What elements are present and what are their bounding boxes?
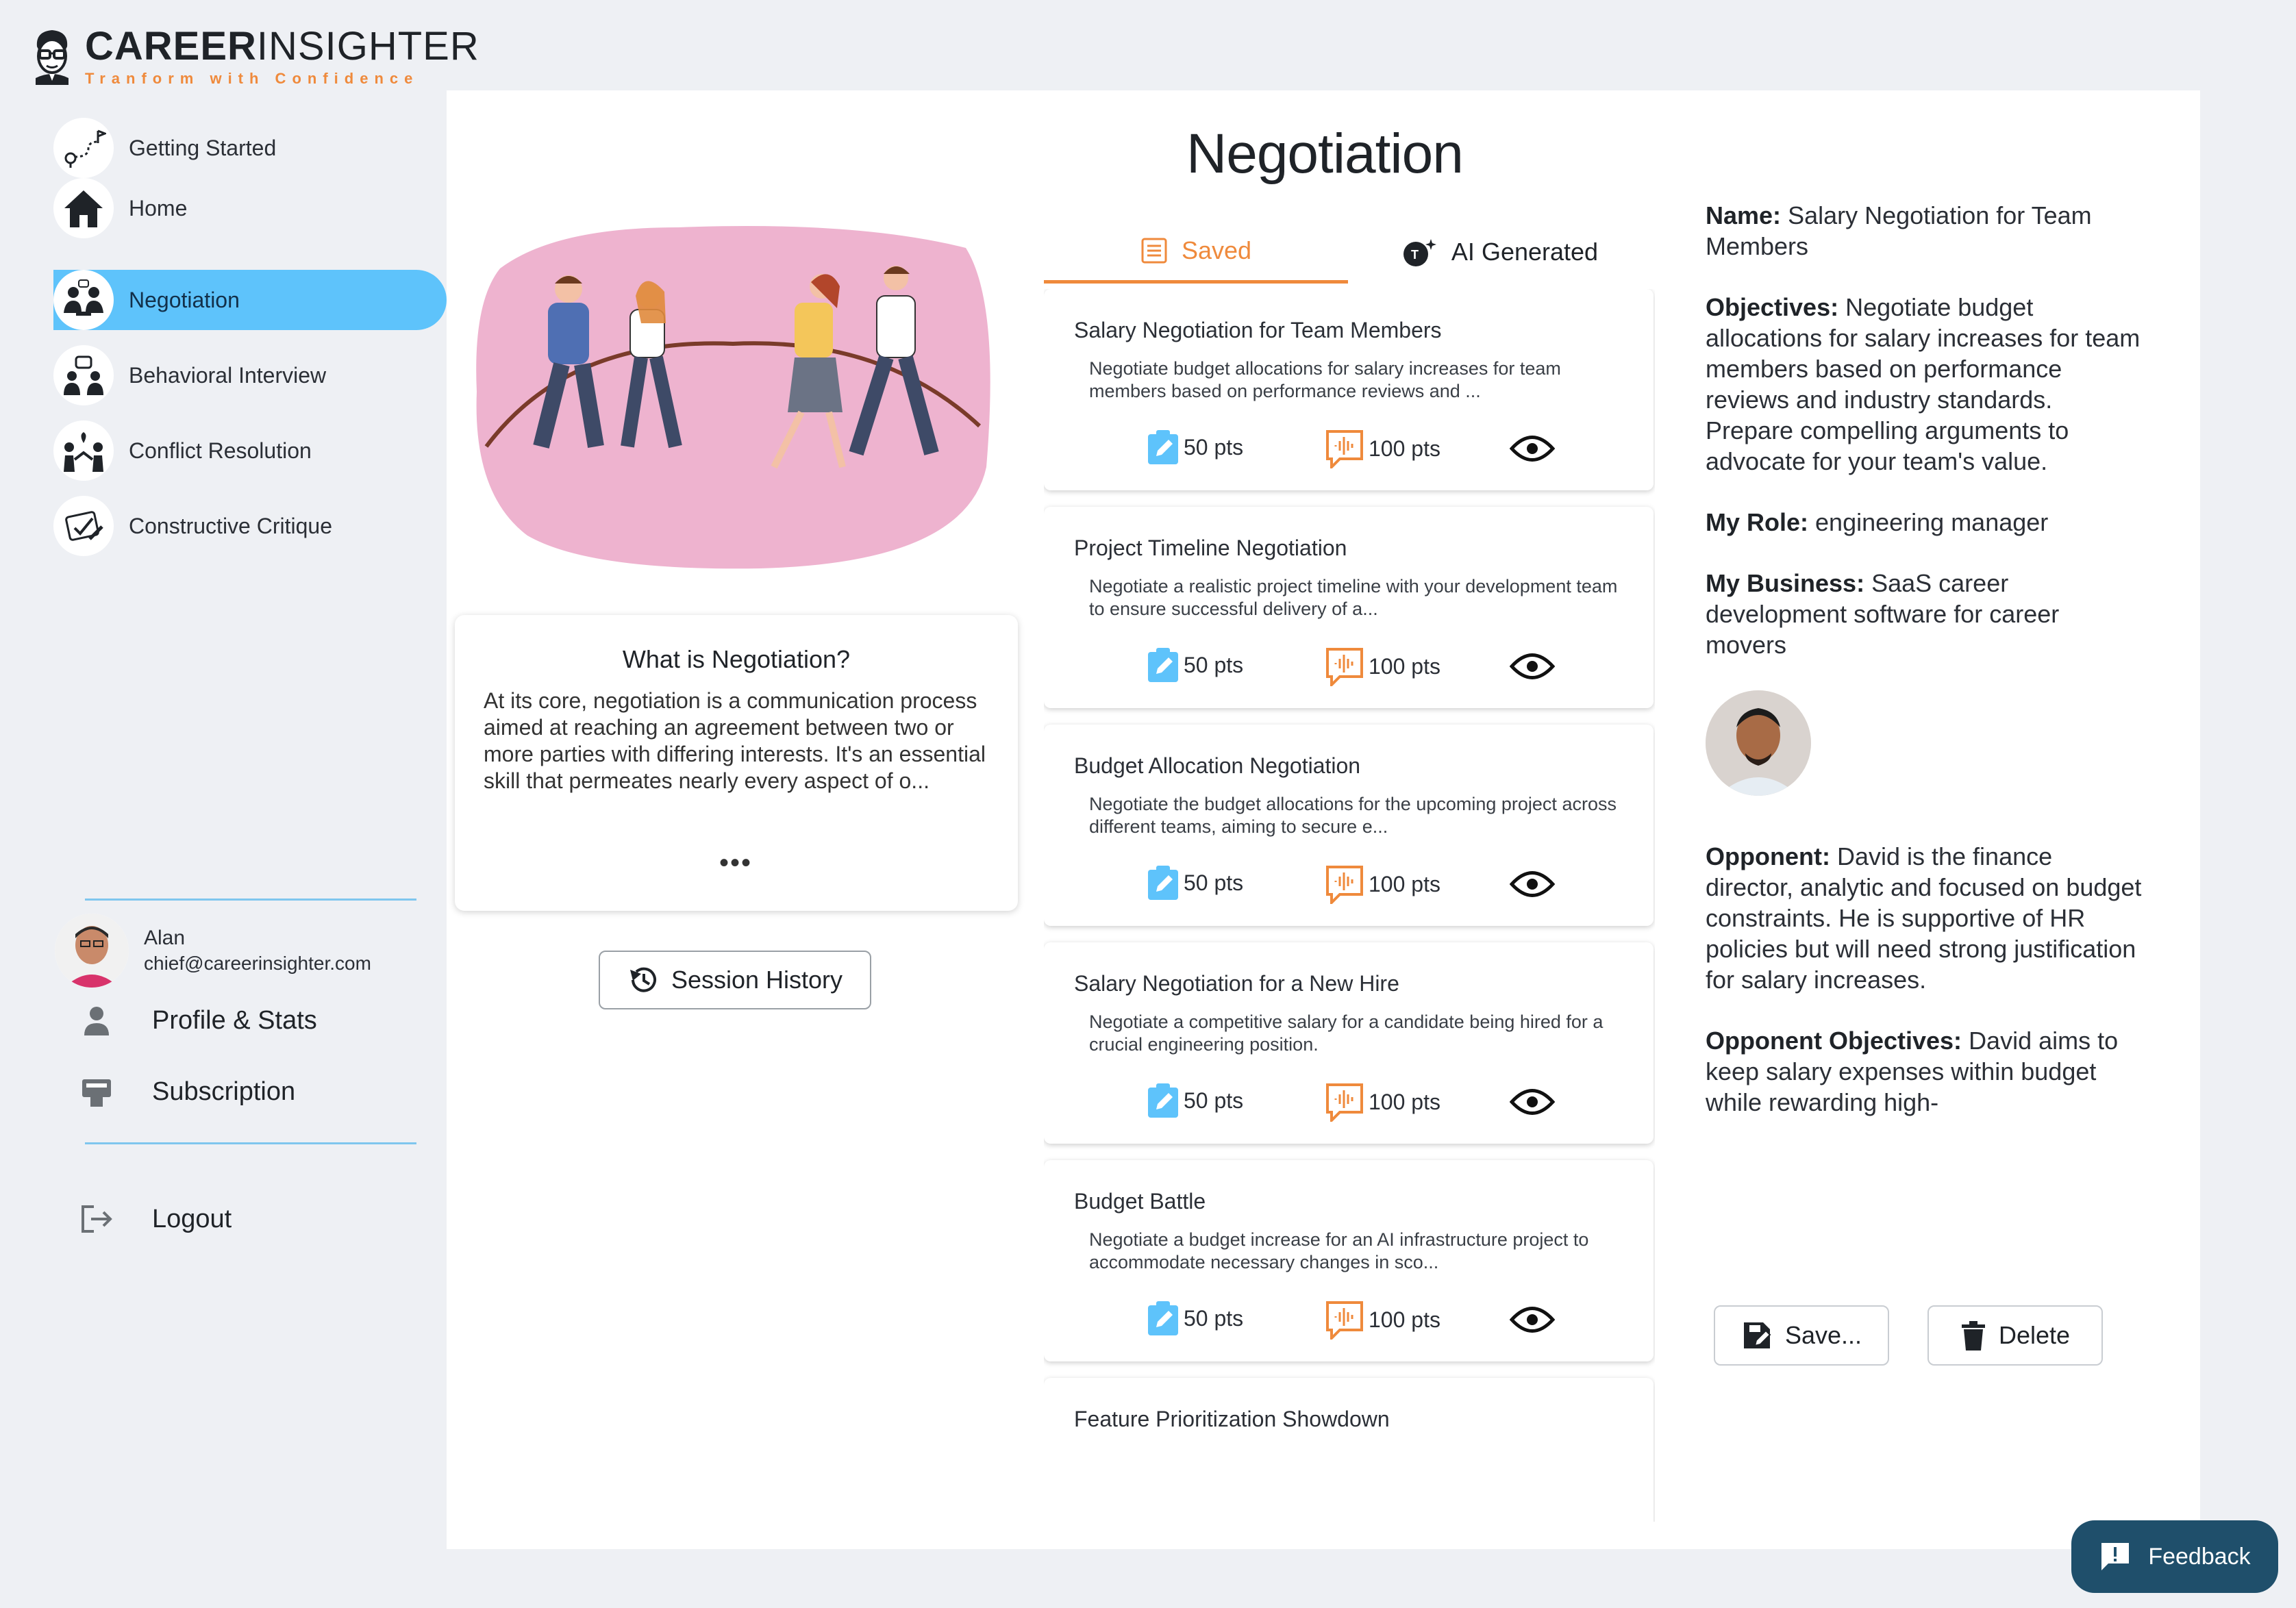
edit-clipboard-icon	[1147, 1300, 1180, 1337]
detail-opponent-objectives: Opponent Objectives: David aims to keep salary expenses within budget while rewarding high-	[1706, 1027, 2119, 1116]
brand-logo[interactable]	[32, 26, 479, 88]
sidebar-item-label: Negotiation	[129, 287, 240, 312]
sidebar-item-negotiation[interactable]	[53, 270, 447, 330]
view-eye-icon[interactable]	[1510, 433, 1555, 464]
edit-clipboard-icon	[1147, 864, 1180, 901]
what-is-heading: What is Negotiation?	[622, 645, 851, 673]
written-points-label: 50 pts	[1184, 434, 1244, 460]
detail-role: My Role: engineering manager	[1706, 508, 2049, 536]
map-route-icon	[53, 118, 114, 178]
written-points[interactable]	[1147, 1300, 1243, 1337]
history-icon	[627, 964, 659, 996]
scenario-card[interactable]	[1044, 1160, 1654, 1361]
read-more-button[interactable]: •••	[719, 848, 753, 878]
detail-business: My Business: SaaS career development software for career movers	[1706, 569, 2060, 659]
sidebar-divider	[85, 899, 416, 901]
profile-stats-link[interactable]	[77, 1005, 317, 1035]
brand-name: CAREERINSIGHTER	[85, 24, 479, 68]
list-icon	[1140, 237, 1168, 264]
tab-ai-generated[interactable]	[1348, 221, 1652, 284]
written-points[interactable]	[1147, 1082, 1243, 1119]
feedback-button[interactable]	[2071, 1520, 2278, 1593]
scenario-description: Negotiate the budget allocations for the upcoming project across different teams, aiming to secure e...	[1089, 794, 1617, 837]
scenario-card[interactable]	[1044, 507, 1654, 708]
written-points-label: 50 pts	[1184, 870, 1244, 895]
user-profile[interactable]	[55, 914, 371, 988]
brand-tagline: Tranform with Confidence	[85, 70, 419, 87]
sidebar-divider	[85, 1142, 416, 1144]
voice-wave-icon	[1325, 1300, 1364, 1340]
voice-points-label: 100 pts	[1369, 436, 1440, 461]
detail-name: Name: Salary Negotiation for Team Members	[1706, 201, 2092, 260]
sidebar-item-conflict-resolution[interactable]	[53, 420, 447, 481]
scenario-title: Budget Allocation Negotiation	[1074, 753, 1361, 778]
voice-points[interactable]	[1325, 429, 1440, 468]
written-points-label: 50 pts	[1184, 1305, 1244, 1331]
sidebar-item-behavioral-interview[interactable]	[53, 345, 447, 405]
opponent-avatar	[1706, 690, 1811, 796]
sidebar-item-label: Getting Started	[129, 135, 277, 160]
scenario-title: Salary Negotiation for Team Members	[1074, 318, 1442, 342]
profile-stats-label: Profile & Stats	[152, 1005, 317, 1035]
scenario-title: Salary Negotiation for a New Hire	[1074, 971, 1399, 996]
edit-clipboard-icon	[1147, 646, 1180, 683]
logout-label: Logout	[152, 1204, 232, 1233]
view-eye-icon[interactable]	[1510, 651, 1555, 682]
sidebar-item-constructive-critique[interactable]	[53, 496, 447, 556]
tab-ai-label: AI Generated	[1451, 238, 1599, 266]
scenario-title: Budget Battle	[1074, 1189, 1206, 1214]
voice-points[interactable]	[1325, 864, 1440, 904]
main-panel	[447, 90, 2200, 1549]
tab-saved[interactable]	[1044, 221, 1348, 284]
save-button-label: Save...	[1784, 1321, 1862, 1349]
feedback-label: Feedback	[2148, 1543, 2251, 1570]
scenario-card[interactable]	[1044, 289, 1654, 490]
sidebar-item-label: Home	[129, 195, 188, 221]
subscription-icon	[77, 1077, 116, 1107]
svg-text:T: T	[1410, 248, 1419, 262]
conflict-icon	[53, 420, 114, 481]
sidebar-item-label: Behavioral Interview	[129, 362, 327, 388]
written-points[interactable]	[1147, 429, 1243, 466]
session-history-label: Session History	[671, 966, 843, 994]
voice-points-label: 100 pts	[1369, 871, 1440, 896]
negotiation-icon	[53, 270, 114, 330]
person-icon	[77, 1005, 116, 1035]
user-email: chief@careerinsighter.com	[144, 953, 371, 974]
save-icon	[1741, 1320, 1773, 1351]
scenario-title: Feature Prioritization Showdown	[1074, 1407, 1390, 1431]
critique-icon	[53, 496, 114, 556]
voice-points-label: 100 pts	[1369, 1089, 1440, 1114]
written-points-label: 50 pts	[1184, 1088, 1244, 1113]
voice-points-label: 100 pts	[1369, 1307, 1440, 1332]
written-points[interactable]	[1147, 646, 1243, 683]
view-eye-icon[interactable]	[1510, 1304, 1555, 1335]
voice-points[interactable]	[1325, 1300, 1440, 1340]
feedback-icon	[2099, 1540, 2132, 1573]
page-title: Negotiation	[1186, 123, 1463, 185]
sidebar-item-label: Constructive Critique	[129, 513, 332, 538]
voice-points[interactable]	[1325, 1082, 1440, 1122]
logout-link[interactable]	[77, 1204, 232, 1234]
sidebar-item-home[interactable]	[53, 178, 447, 238]
scenario-card[interactable]	[1044, 942, 1654, 1144]
scenario-card[interactable]	[1044, 1378, 1654, 1522]
scenario-list[interactable]	[1044, 289, 1655, 1522]
user-name: Alan	[144, 927, 186, 949]
ai-sparkle-icon	[1402, 236, 1438, 268]
logout-icon	[77, 1204, 116, 1234]
logo-face-icon	[32, 26, 73, 85]
edit-clipboard-icon	[1147, 1082, 1180, 1119]
view-eye-icon[interactable]	[1510, 1086, 1555, 1118]
sidebar-item-getting-started[interactable]	[53, 118, 447, 178]
trash-icon	[1960, 1320, 1986, 1351]
view-eye-icon[interactable]	[1510, 868, 1555, 900]
written-points[interactable]	[1147, 864, 1243, 901]
voice-wave-icon	[1325, 429, 1364, 468]
edit-clipboard-icon	[1147, 429, 1180, 466]
voice-points[interactable]	[1325, 646, 1440, 686]
save-button[interactable]	[1714, 1305, 1889, 1366]
session-history-button[interactable]	[599, 951, 871, 1009]
scenario-title: Project Timeline Negotiation	[1074, 536, 1347, 560]
tug-of-war-illustration	[473, 221, 995, 571]
subscription-label: Subscription	[152, 1077, 296, 1106]
delete-button-label: Delete	[1998, 1321, 2071, 1349]
avatar	[55, 914, 129, 988]
voice-wave-icon	[1325, 646, 1364, 686]
home-icon	[53, 178, 114, 238]
written-points-label: 50 pts	[1184, 652, 1244, 677]
sidebar-item-label: Conflict Resolution	[129, 438, 312, 463]
scenario-details	[1706, 200, 2144, 1272]
voice-wave-icon	[1325, 864, 1364, 904]
voice-wave-icon	[1325, 1082, 1364, 1122]
what-is-card	[455, 615, 1018, 911]
subscription-link[interactable]	[77, 1077, 295, 1107]
what-is-text: At its core, negotiation is a communication process aimed at reaching an agreement between two or more parties with differing interests. It's an essential skill that permeates nearly every aspect of o...	[484, 688, 986, 793]
scenario-description: Negotiate a realistic project timeline with your development team to ensure successful delivery of a...	[1089, 576, 1618, 619]
detail-objectives: Objectives: Negotiate budget allocations for salary increases for team members based on performance reviews and industry standards. Prepare compelling arguments to advocate for your team's value.	[1706, 293, 2141, 475]
scenario-description: Negotiate a competitive salary for a candidate being hired for a crucial engineering position.	[1089, 1012, 1604, 1055]
scenario-description: Negotiate budget allocations for salary increases for team members based on performance reviews and ...	[1089, 358, 1561, 401]
detail-opponent: Opponent: David is the finance director, analytic and focused on budget constraints. He is supportive of HR policies but will need strong justification for salary increases.	[1706, 842, 2142, 994]
delete-button[interactable]	[1927, 1305, 2103, 1366]
interview-icon	[53, 345, 114, 405]
scenario-description: Negotiate a budget increase for an AI infrastructure project to accommodate necessary changes in sco...	[1089, 1229, 1589, 1272]
voice-points-label: 100 pts	[1369, 653, 1440, 679]
tab-saved-label: Saved	[1181, 236, 1252, 264]
scenario-card[interactable]	[1044, 725, 1654, 926]
